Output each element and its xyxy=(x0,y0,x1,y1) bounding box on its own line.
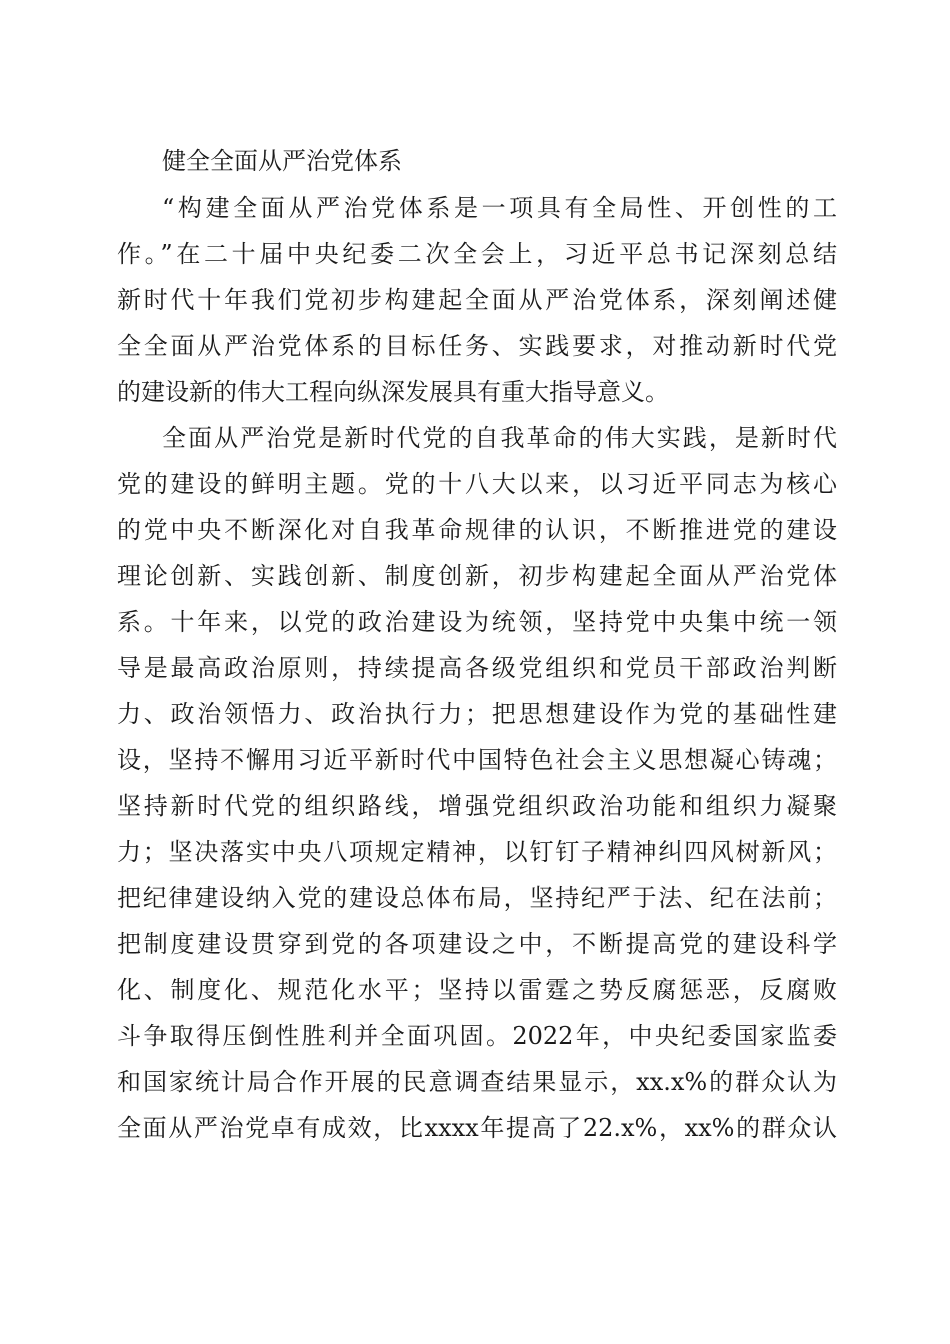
paragraph-line: 全全面从严治党体系的目标任务、实践要求，对推动新时代党 xyxy=(117,332,837,360)
paragraph-line: 的党中央不断深化对自我革命规律的认识，不断推进党的建设 xyxy=(117,516,837,544)
paragraph-line: 把制度建设贯穿到党的各项建设之中，不断提高党的建设科学 xyxy=(117,930,837,958)
paragraph-line: “构建全面从严治党体系是一项具有全局性、开创性的工 xyxy=(162,194,837,222)
document-title: 健全全面从严治党体系 xyxy=(162,147,402,175)
paragraph-line: 导是最高政治原则，持续提高各级党组织和党员干部政治判断 xyxy=(117,654,837,682)
paragraph-line: 党的建设的鲜明主题。党的十八大以来，以习近平同志为核心 xyxy=(117,470,837,498)
paragraph-line: 的建设新的伟大工程向纵深发展具有重大指导意义。 xyxy=(117,378,669,406)
paragraph-line: 理论创新、实践创新、制度创新，初步构建起全面从严治党体 xyxy=(117,562,837,590)
paragraph-line: 新时代十年我们党初步构建起全面从严治党体系，深刻阐述健 xyxy=(117,286,837,314)
paragraph-line: 化、制度化、规范化水平；坚持以雷霆之势反腐惩恶，反腐败 xyxy=(117,976,837,1004)
paragraph-line: 和国家统计局合作开展的民意调查结果显示，xx.x%的群众认为 xyxy=(117,1068,837,1096)
paragraph-line: 作。”在二十届中央纪委二次全会上，习近平总书记深刻总结 xyxy=(117,240,837,268)
paragraph-line: 全面从严治党是新时代党的自我革命的伟大实践，是新时代 xyxy=(162,424,837,452)
paragraph-line: 全面从严治党卓有成效，比xxxx年提高了22.x%，xx%的群众认 xyxy=(117,1114,837,1142)
paragraph-line: 坚持新时代党的组织路线，增强党组织政治功能和组织力凝聚 xyxy=(117,792,837,820)
paragraph-line: 把纪律建设纳入党的建设总体布局，坚持纪严于法、纪在法前； xyxy=(117,884,837,912)
paragraph-line: 设，坚持不懈用习近平新时代中国特色社会主义思想凝心铸魂； xyxy=(117,746,837,774)
paragraph-line: 力；坚决落实中央八项规定精神，以钉钉子精神纠四风树新风； xyxy=(117,838,837,866)
paragraph-line: 系。十年来，以党的政治建设为统领，坚持党中央集中统一领 xyxy=(117,608,837,636)
paragraph-line: 力、政治领悟力、政治执行力；把思想建设作为党的基础性建 xyxy=(117,700,837,728)
paragraph-line: 斗争取得压倒性胜利并全面巩固。2022年，中央纪委国家监委 xyxy=(117,1022,837,1050)
